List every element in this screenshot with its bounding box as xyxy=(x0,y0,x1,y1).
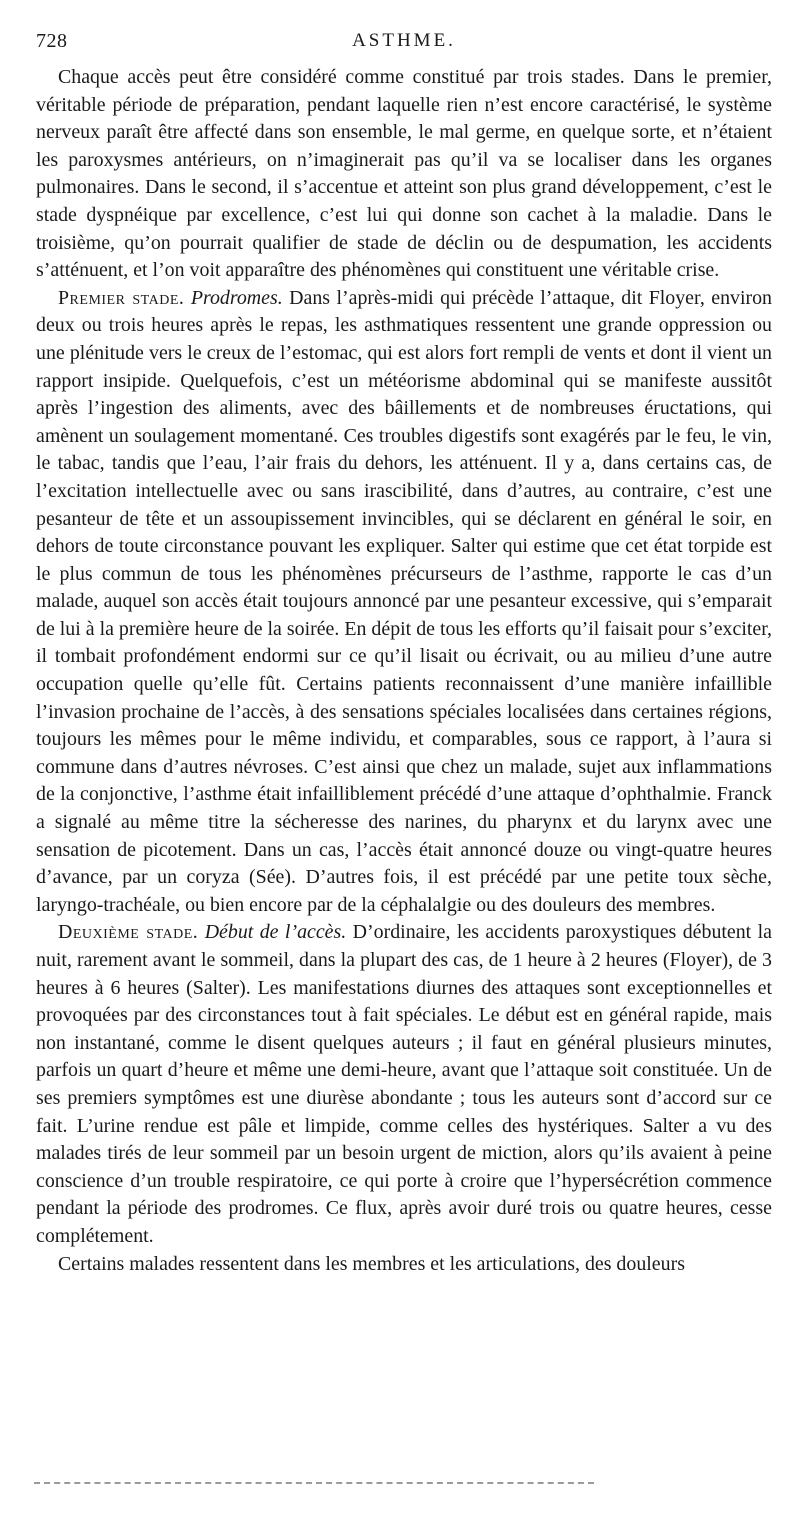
paragraph-stages-intro xyxy=(36,64,772,285)
section-label: Premier stade. xyxy=(58,286,185,309)
section-title: Prodromes. xyxy=(190,286,283,309)
paragraph-continuation xyxy=(36,1251,772,1279)
paragraph-text: Chaque accès peut être considéré comme constitué par trois stades. Dans le premier, véritable période de préparation, pendant laquelle rien n’est encore caractérisé, le système nerveux paraît être affecté dans son ensemble, le mal germe, en quelque sorte, et n’étaient les paroxysmes antérieurs, on n’imaginerait pas qu’il va se localiser dans les organes pulmonaires. Dans le second, il s’accentue et atteint son plus grand développement, c’est le stade dyspnéique par excellence, c’est lui qui donne son cachet à la maladie. Dans le troisième, qu’on pourrait qualifier de stade de déclin ou de despumation, les accidents s’atténuent, et l’on voit apparaître des phénomènes qui constituent une véritable crise. xyxy=(36,66,772,282)
paragraph-second-stage xyxy=(36,919,772,1250)
section-label: Deuxième stade. xyxy=(58,921,199,944)
running-head xyxy=(36,30,772,58)
paragraph-first-stage xyxy=(36,285,772,920)
section-title: Début de l’accès. xyxy=(204,921,347,944)
page-number: 728 xyxy=(36,30,68,52)
footer-rule xyxy=(34,1482,594,1484)
paragraph-text: Certains malades ressentent dans les membres et les articulations, des douleurs xyxy=(58,1252,685,1275)
running-title: ASTHME. xyxy=(352,30,456,51)
book-page xyxy=(36,30,772,1278)
paragraph-text: Dans l’après-midi qui précède l’attaque, dit Floyer, environ deux ou trois heures après le repas, les asthmatiques ressentent une grande oppression ou une plénitude vers le creux de l’estomac, qui est alors fort rempli de vents et dont il vient un rapport insipide. Quelquefois, c’est un météorisme abdominal qui se manifeste aussitôt après l’ingestion des aliments, avec des bâillements et de nombreuses éructations, qui amènent un soulagement momentané. Ces troubles digestifs sont exagérés par le feu, le vin, le tabac, tandis que l’eau, l’air frais du dehors, les atténuent. Il y a, dans certains cas, de l’excitation intellectuelle avec ou sans irascibilité, dans d’autres, au contraire, c’est une pesanteur de tête et un assoupissement invincibles, qui se déclarent en général le soir, en dehors de toute circonstance pouvant les expliquer. Salter qui estime que cet état torpide est le plus commun de tous les phénomènes précurseurs de l’asthme, rapporte le cas d’un malade, auquel son accès était toujours annoncé par une pesanteur excessive, qui s’emparait de lui à la première heure de la soirée. En dépit de tous les efforts qu’il faisait pour s’exciter, il tombait profondément endormi sur ce qu’il lisait ou écrivait, ou au milieu d’une autre occupation quelle qu’elle fût. Certains patients reconnaissent d’une manière infaillible l’invasion prochaine de l’accès, à des sensations spéciales localisées dans certaines régions, toujours les mêmes pour le même individu, et comparables, sous ce rapport, à l’aura si commune dans d’autres névroses. C’est ainsi que chez un malade, sujet aux inflammations de la conjonctive, l’asthme était infailliblement précédé d’une attaque d’ophthalmie. Franck a signalé au même titre la sécheresse des narines, du pharynx et du larynx avec une sensation de picotement. Dans un cas, l’accès était annoncé douze ou vingt-quatre heures d’avance, par un coryza (Sée). D’autres fois, il est précédé par une petite toux sèche, laryngo-trachéale, ou bien encore par de la céphalalgie ou des douleurs des membres. xyxy=(36,286,772,916)
paragraph-text: D’ordinaire, les accidents paroxystiques débutent la nuit, rarement avant le sommeil, dans la plupart des cas, de 1 heure à 2 heures (Floyer), de 3 heures à 6 heures (Salter). Les manifestations diurnes des attaques sont exceptionnelles et provoquées par des circonstances tout à fait spéciales. Le début est en général rapide, mais non instantané, comme le disent quelques auteurs ; il faut en général plusieurs minutes, parfois un quart d’heure et même une demi-heure, avant que l’attaque soit constituée. Un de ses premiers symptômes est une diurèse abondante ; tous les auteurs sont d’accord sur ce fait. L’urine rendue est pâle et limpide, comme celles des hystériques. Salter a vu des malades tirés de leur sommeil par un besoin urgent de miction, alors qu’ils avaient à peine conscience d’un trouble respiratoire, ce qui porte à croire que l’hypersécrétion commence pendant la période des prodromes. Ce flux, après avoir duré trois ou quatre heures, cesse complétement. xyxy=(36,921,772,1247)
